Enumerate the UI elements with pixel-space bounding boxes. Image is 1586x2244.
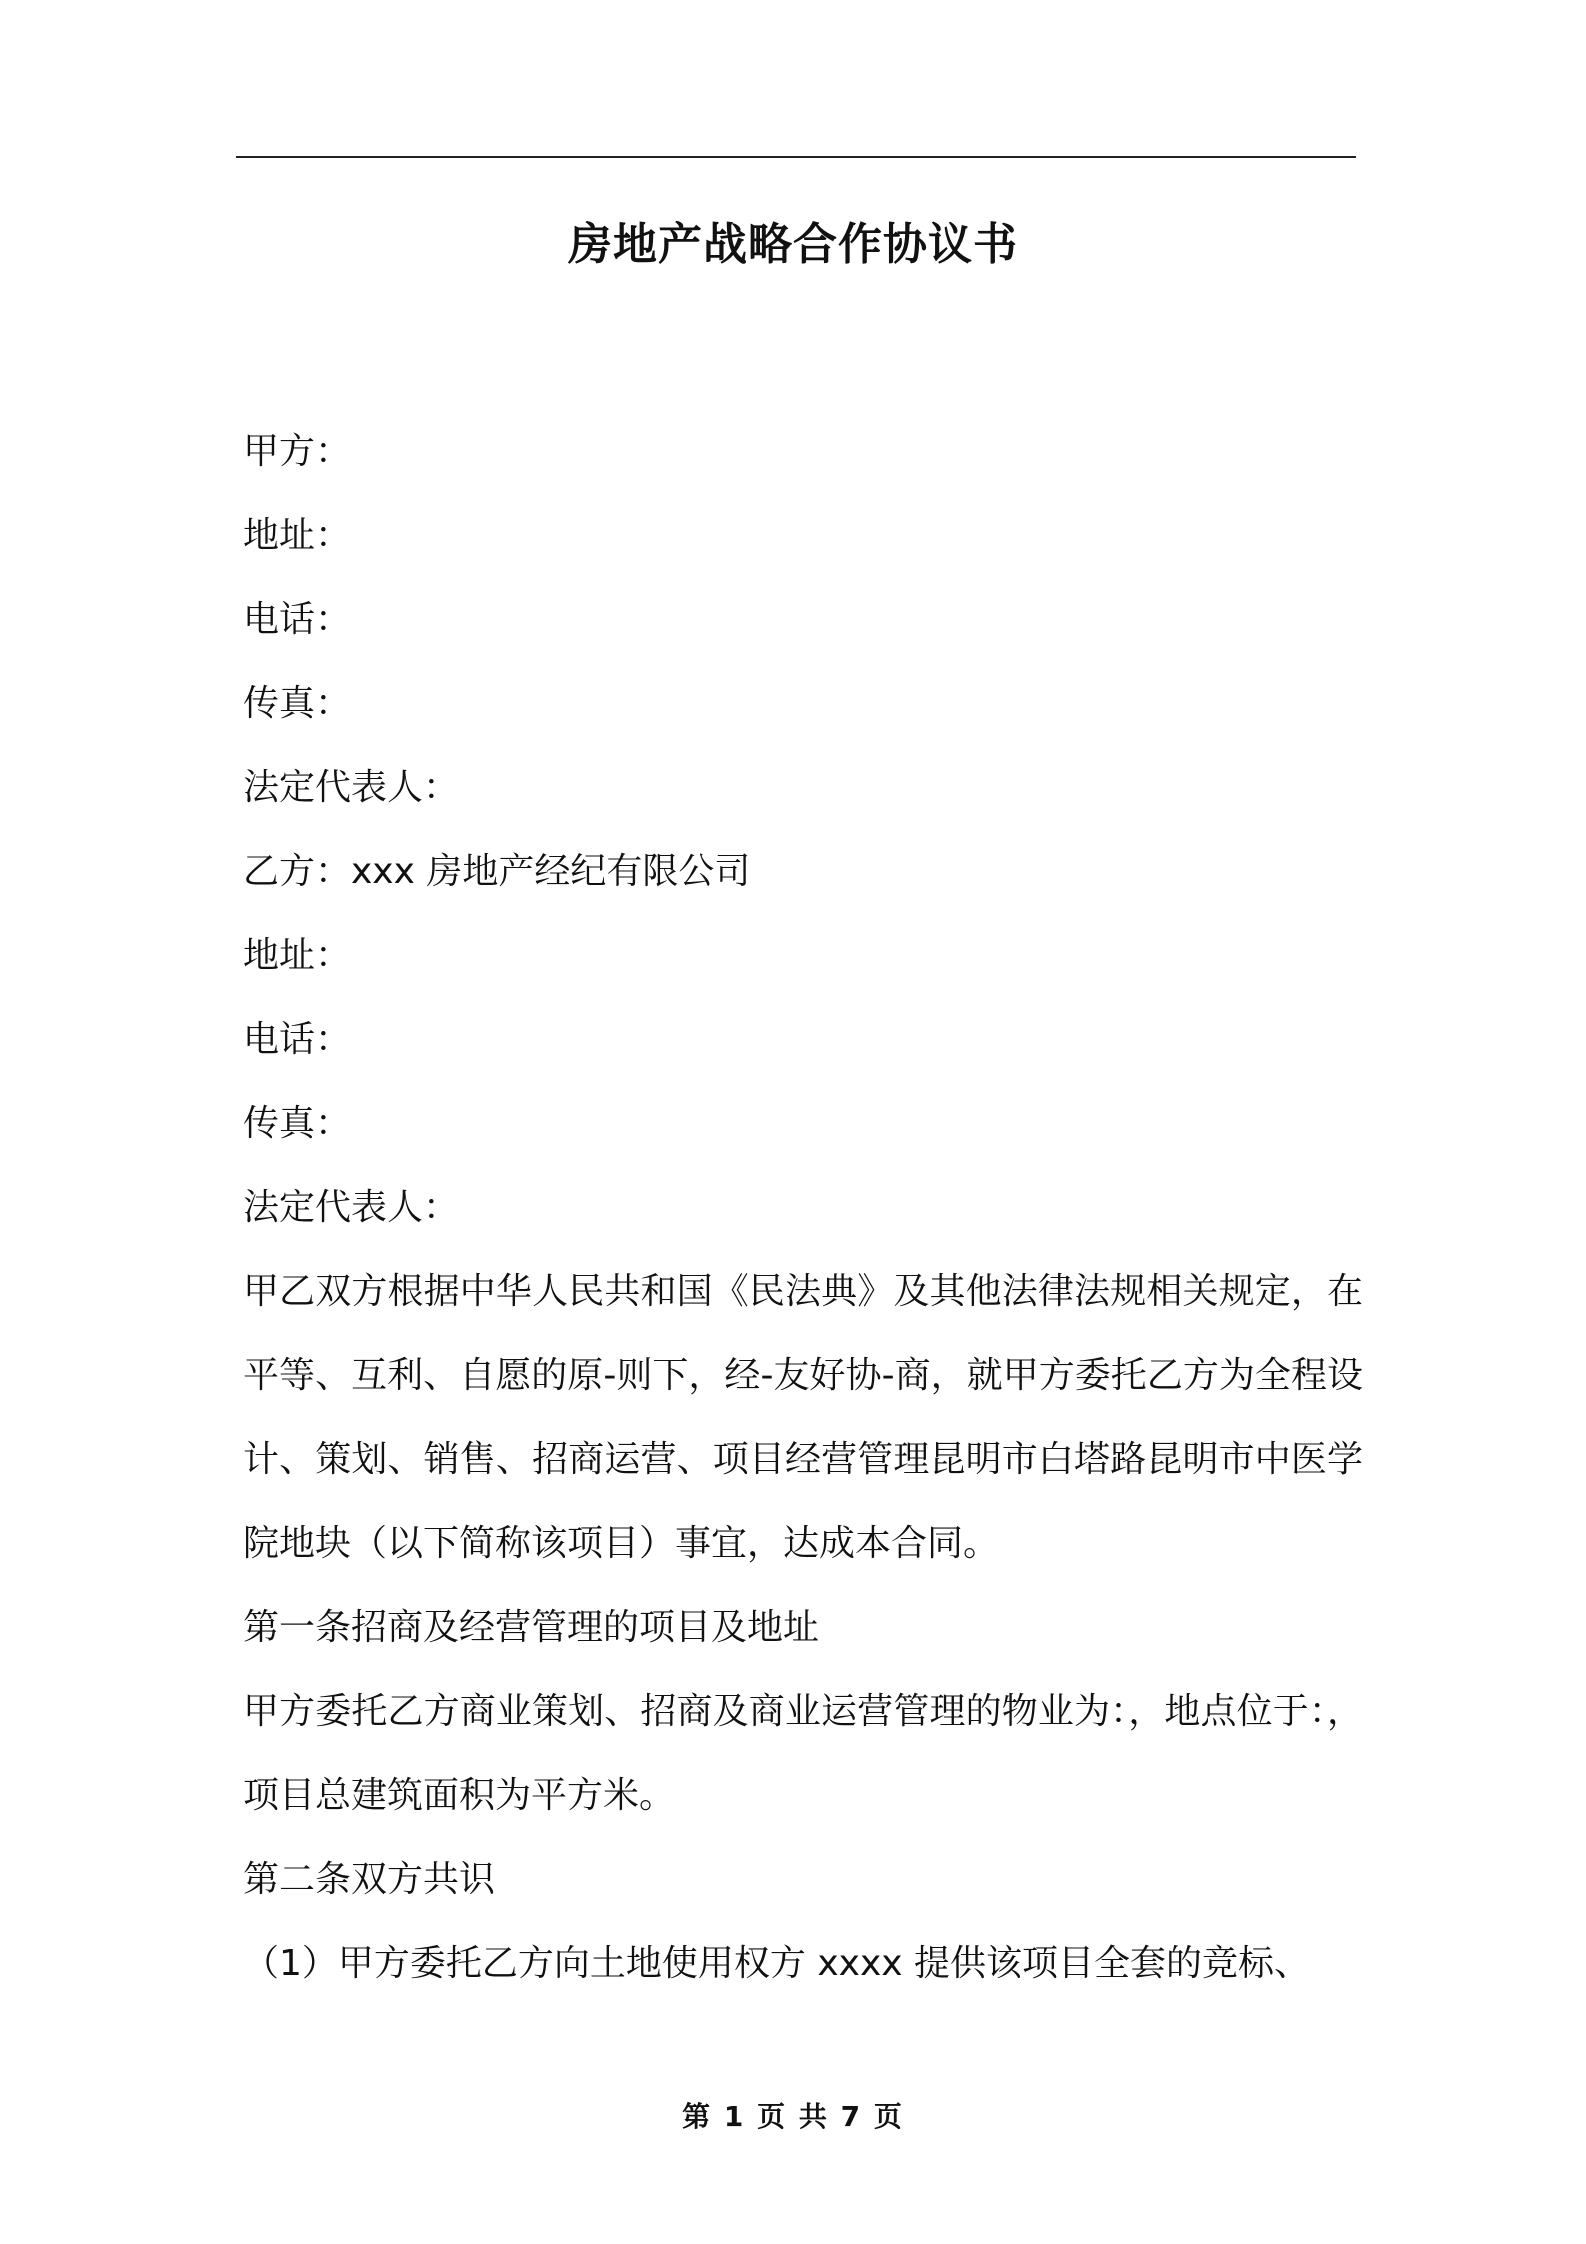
party-b-legal-rep: 法定代表人： (243, 1187, 460, 1228)
page-number-footer: 第 1 页 共 7 页 (682, 2100, 904, 2133)
party-a-phone: 电话： (243, 599, 352, 640)
header-rule (236, 156, 1356, 158)
party-a-fax: 传真： (243, 683, 352, 724)
document-body (243, 410, 1363, 2006)
preamble-paragraph: 甲乙双方根据中华人民共和国《民法典》及其他法律法规相关规定，在平等、互利、自愿的原-则下，经-友好协-商，就甲方委托乙方为全程设计、策划、销售、招商运营、项目经营管理昆明市白塔路昆明市中医学院地块（以下简称该项目）事宜，达成本合同。 (243, 1271, 1363, 1564)
party-a-address: 地址： (243, 515, 352, 556)
party-b-name: 乙方：xxx 房地产经纪有限公司 (243, 851, 751, 892)
party-a-legal-rep: 法定代表人： (243, 767, 460, 808)
article-1-text: 甲方委托乙方商业策划、招商及商业运营管理的物业为：，地点位于：，项目总建筑面积为平方米。 (243, 1691, 1363, 1816)
article-2-heading: 第二条双方共识 (243, 1859, 496, 1900)
document-title: 房地产战略合作协议书 (568, 219, 1018, 270)
party-b-fax: 传真： (243, 1103, 352, 1144)
article-1-heading: 第一条招商及经营管理的项目及地址 (243, 1607, 820, 1648)
party-b-address: 地址： (243, 935, 352, 976)
party-a-name: 甲方： (243, 431, 352, 472)
article-2-item-1: （1）甲方委托乙方向土地使用权方 xxxx 提供该项目全套的竞标、 (243, 1943, 1311, 1984)
party-b-phone: 电话： (243, 1019, 352, 1060)
